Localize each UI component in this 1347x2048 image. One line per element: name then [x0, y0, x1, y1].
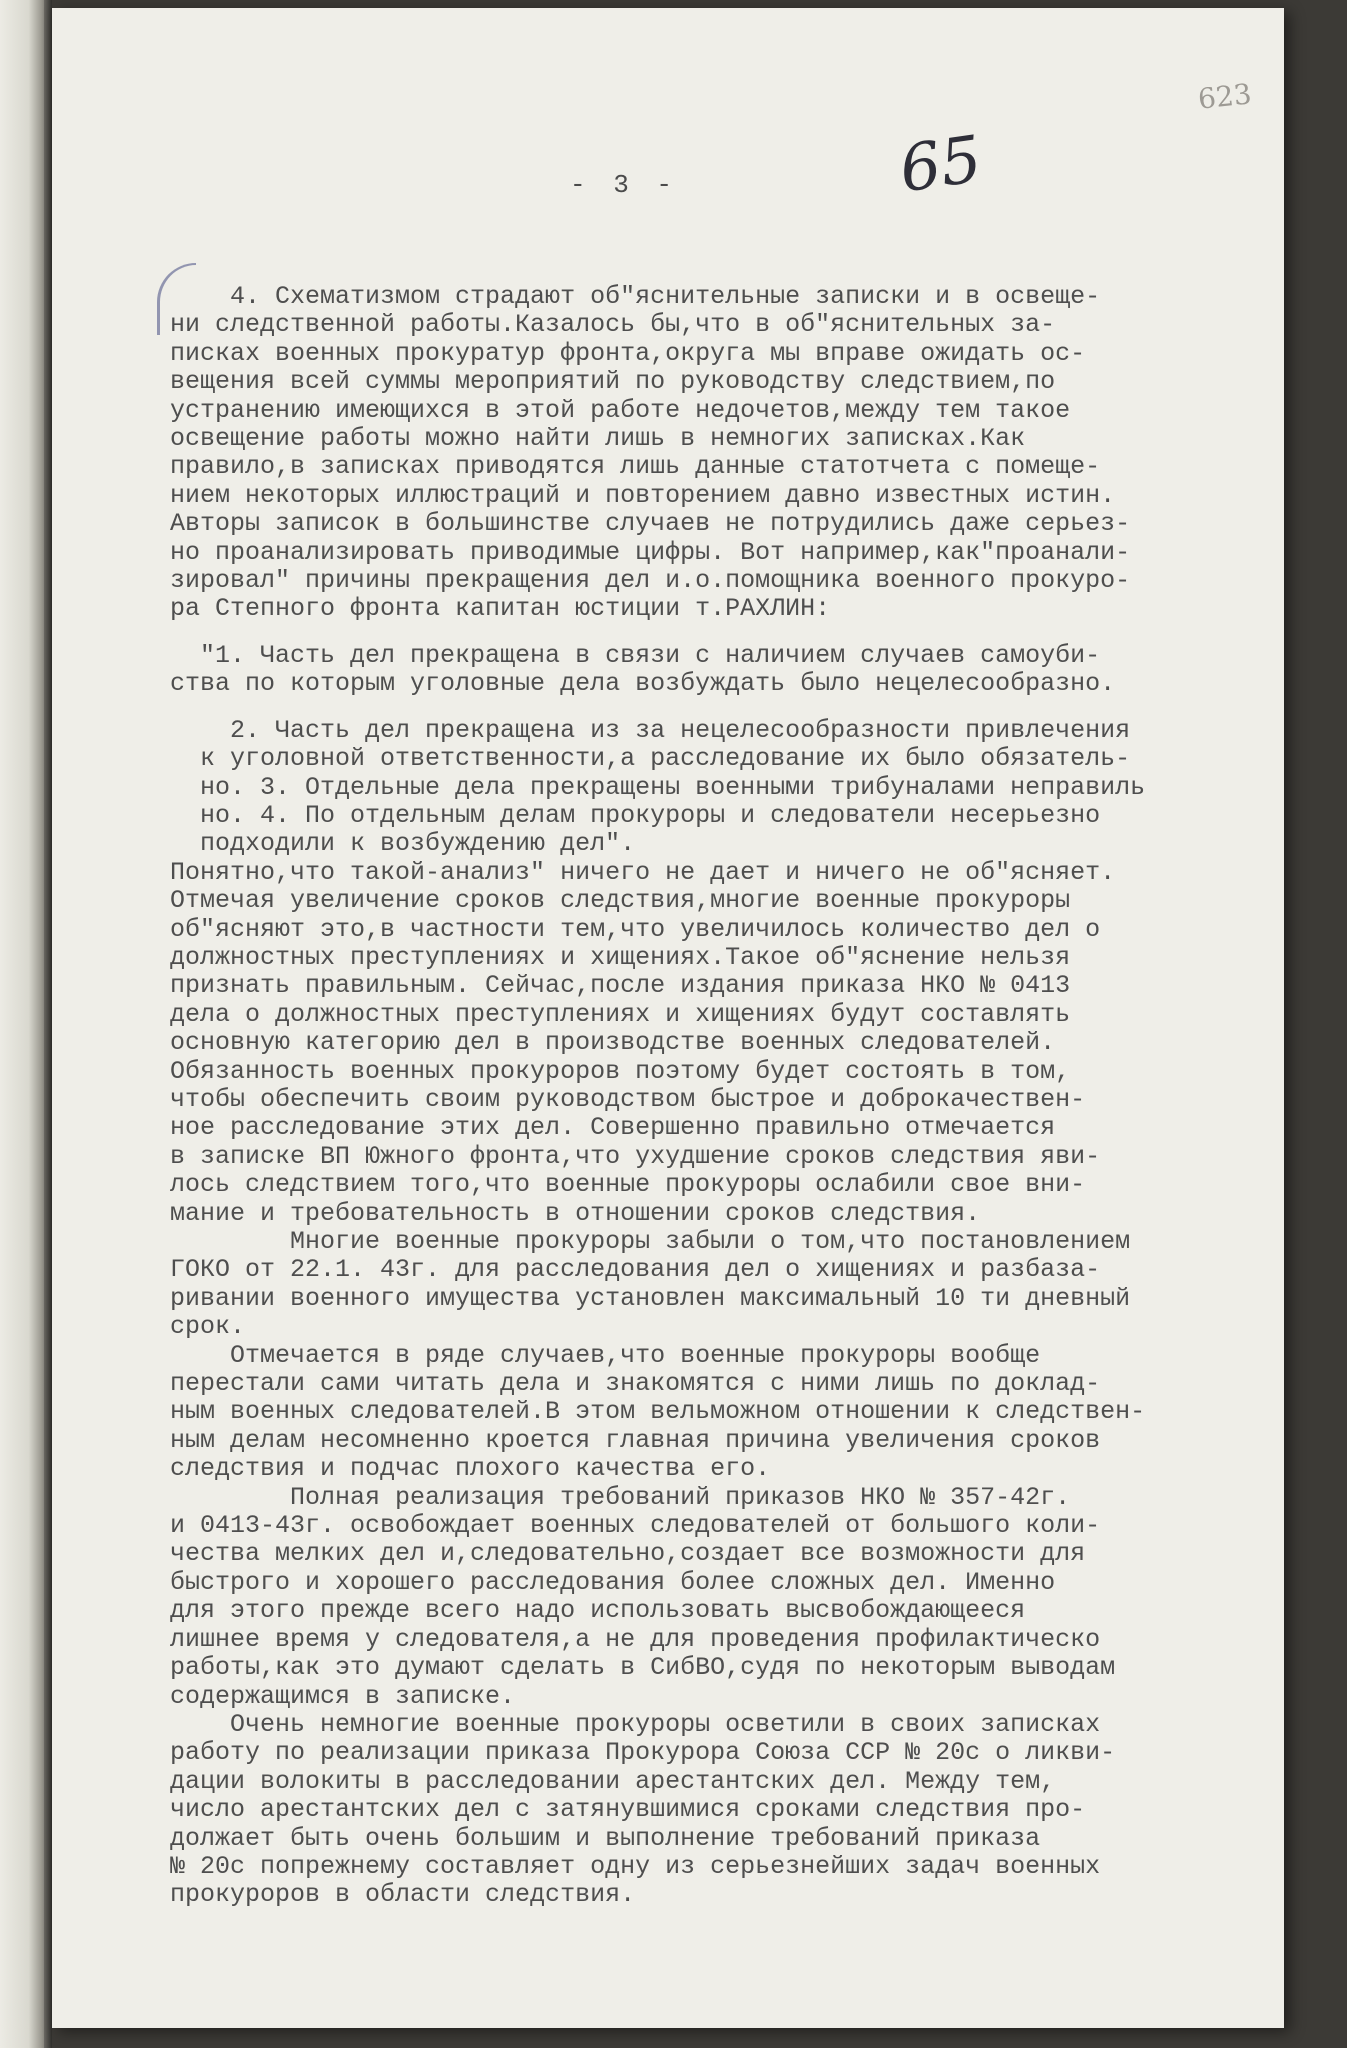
text-line: должает быть очень большим и выполнение требований приказа: [170, 1823, 1041, 1853]
text-line: Авторы записок в большинстве случаев не потрудились даже серьез-: [170, 509, 1131, 539]
text-line: но. 3. Отдельные дела прекращены военными трибуналами неправиль: [170, 772, 1146, 802]
text-line: устранению имеющихся в этой работе недочетов,между тем такое: [170, 395, 1071, 425]
text-line: Обязанность военных прокуроров поэтому будет состоять в том,: [170, 1056, 1071, 1086]
text-line: быстрого и хорошего расследования более сложных дел. Именно: [170, 1567, 1056, 1597]
text-line: № 20с попрежнему составляет одну из серьезнейших задач военных: [170, 1851, 1101, 1881]
text-line: содержащимся в записке.: [170, 1681, 516, 1711]
text-line: Отмечается в ряде случаев,что военные прокуроры вообще: [170, 1340, 1041, 1370]
text-line: ривании военного имущества установлен максимальный 10 ти дневный: [170, 1283, 1131, 1313]
text-line: Полная реализация требований приказов НКО № 357-42г.: [170, 1482, 1071, 1512]
handwritten-sheet-number: 65: [895, 122, 987, 208]
text-line: ным военных следователей.В этом вельможном отношении к следствен-: [170, 1397, 1146, 1427]
text-line: должностных преступлениях и хищениях.Такое об"яснение нельзя: [170, 942, 1071, 972]
typewritten-body: [170, 283, 1330, 1910]
text-line: вещения всей суммы мероприятий по руководству следствием,по: [170, 367, 1056, 397]
text-line: признать правильным. Сейчас,после издания приказа НКО № 0413: [170, 971, 1071, 1001]
text-line: но проанализировать приводимые цифры. Вот например,как"проанали-: [170, 537, 1131, 567]
text-line: об"ясняют это,в частности тем,что увеличилось количество дел о: [170, 914, 1101, 944]
text-line: 4. Схематизмом страдают об"яснительные записки и в освеще-: [170, 282, 1101, 311]
archive-stamp-number: 623: [1196, 77, 1254, 116]
text-line: работы,как это думают сделать в СибВО,судя по некоторым выводам: [170, 1653, 1116, 1683]
text-line: подходили к возбуждению дел".: [170, 829, 636, 859]
text-line: срок.: [170, 1312, 246, 1342]
text-line: освещение работы можно найти лишь в немногих записках.Как: [170, 424, 1026, 454]
text-line: писках военных прокуратур фронта,округа мы вправе ожидать ос-: [170, 338, 1086, 368]
text-line: ра Степного фронта капитан юстиции т.РАХЛИН:: [170, 594, 831, 624]
text-line: ное расследование этих дел. Совершенно правильно отмечается: [170, 1113, 1056, 1143]
text-line: чества мелких дел и,следовательно,создает все возможности для: [170, 1539, 1086, 1569]
text-line: но. 4. По отдельным делам прокуроры и следователи несерьезно: [170, 800, 1101, 830]
text-line: в записке ВП Южного фронта,что ухудшение сроков следствия яви-: [170, 1141, 1101, 1171]
text-line: лишнее время у следователя,а не для проведения профилактическо: [170, 1624, 1101, 1654]
binder-edge: [44, 0, 52, 2048]
text-line: число арестантских дел с затянувшимися сроками следствия про-: [170, 1795, 1086, 1825]
text-line: прокуроров в области следствия.: [170, 1880, 636, 1910]
text-line: основную категорию дел в производстве военных следователей.: [170, 1028, 1056, 1058]
text-line: Очень немногие военные прокуроры осветили в своих записках: [170, 1709, 1101, 1739]
text-line: правило,в записках приводятся лишь данные статотчета с помеще-: [170, 452, 1101, 482]
text-line: перестали сами читать дела и знакомятся с ними лишь по доклад-: [170, 1369, 1101, 1399]
text-line: "1. Часть дел прекращена в связи с наличием случаев самоуби-: [170, 640, 1101, 670]
text-line: работу по реализации приказа Прокурора Союза ССР № 20с о ликви-: [170, 1738, 1116, 1768]
text-line: следствия и подчас плохого качества его.: [170, 1454, 771, 1484]
text-line: 2. Часть дел прекращена из за нецелесообразности привлечения: [170, 715, 1131, 745]
text-line: и 0413-43г. освобождает военных следователей от большого коли-: [170, 1511, 1101, 1541]
text-line: для этого прежде всего надо использовать высвобождающееся: [170, 1596, 1026, 1626]
text-line: ГОКО от 22.1. 43г. для расследования дел о хищениях и разбаза-: [170, 1255, 1101, 1285]
text-line: нием некоторых иллюстраций и повторением давно известных истин.: [170, 480, 1116, 510]
text-line: дации волокиты в расследовании арестантских дел. Между тем,: [170, 1766, 1056, 1796]
paragraph-gap: [170, 624, 1330, 642]
text-line: Понятно,что такой-анализ" ничего не дает и ничего не об"ясняет.: [170, 857, 1116, 887]
text-line: лось следствием того,что военные прокуроры ослабили свое вни-: [170, 1170, 1086, 1200]
text-line: Отмечая увеличение сроков следствия,многие военные прокуроры: [170, 886, 1071, 916]
text-line: ства по которым уголовные дела возбуждать было нецелесообразно.: [170, 669, 1116, 699]
text-line: дела о должностных преступлениях и хищениях будут составлять: [170, 999, 1071, 1029]
paragraph-gap: [170, 699, 1330, 717]
text-line: ным делам несомненно кроется главная причина увеличения сроков: [170, 1425, 1101, 1455]
text-line: мание и требовательность в отношении сроков следствия.: [170, 1198, 981, 1228]
page-number: - 3 -: [570, 170, 679, 200]
document-page: [52, 8, 1284, 2028]
text-line: Многие военные прокуроры забыли о том,что постановлением: [170, 1227, 1131, 1256]
text-line: зировал" причины прекращения дел и.о.помощника военного прокуро-: [170, 566, 1131, 596]
text-line: чтобы обеспечить своим руководством быстрое и доброкачествен-: [170, 1084, 1086, 1114]
text-line: ни следственной работы.Казалось бы,что в об"яснительных за-: [170, 310, 1056, 340]
text-line: к уголовной ответственности,а расследование их было обязатель-: [170, 744, 1131, 774]
